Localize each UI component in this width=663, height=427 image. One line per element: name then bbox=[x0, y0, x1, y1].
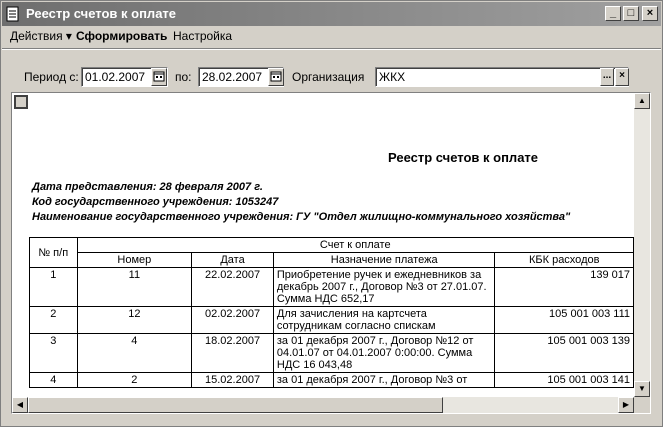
header-group: Счет к оплате bbox=[77, 238, 634, 253]
calendar-icon bbox=[152, 69, 166, 83]
cell-date: 02.02.2007 bbox=[192, 307, 274, 334]
header-date: Дата bbox=[192, 253, 274, 268]
title-bar[interactable] bbox=[2, 2, 661, 26]
cell-kbk: 105 001 003 111 bbox=[495, 307, 634, 334]
organization-clear-button[interactable]: × bbox=[615, 68, 629, 86]
table-row[interactable] bbox=[30, 373, 634, 388]
horizontal-scrollbar[interactable] bbox=[12, 397, 634, 413]
organization-label: Организация bbox=[292, 70, 365, 84]
cell-kbk: 105 001 003 141 bbox=[495, 373, 634, 388]
report-title: Реестр счетов к оплате bbox=[388, 150, 539, 165]
cell-date: 22.02.2007 bbox=[192, 268, 274, 307]
period-to-value: 28.02.2007 bbox=[202, 70, 263, 84]
table-row[interactable] bbox=[30, 307, 634, 334]
cell-n: 1 bbox=[30, 268, 78, 307]
scroll-up-button[interactable]: ▲ bbox=[634, 93, 650, 109]
cell-purpose bbox=[273, 268, 495, 307]
purpose-line: Для зачисления на картсчета bbox=[276, 308, 427, 320]
report-content bbox=[12, 93, 634, 397]
cell-number: 2 bbox=[77, 373, 192, 388]
vertical-scrollbar[interactable] bbox=[634, 93, 650, 397]
invoice-table bbox=[29, 237, 634, 388]
cell-number: 12 bbox=[77, 307, 192, 334]
cell-number: 11 bbox=[77, 268, 192, 307]
table-row[interactable] bbox=[30, 334, 634, 373]
document-icon bbox=[6, 6, 20, 22]
scroll-right-button[interactable]: ▶ bbox=[618, 397, 634, 413]
cell-kbk: 105 001 003 139 bbox=[495, 334, 634, 373]
cell-n: 4 bbox=[30, 373, 78, 388]
close-button[interactable]: × bbox=[642, 6, 658, 21]
header-number: Номер bbox=[77, 253, 192, 268]
horizontal-scroll-thumb[interactable] bbox=[28, 397, 443, 413]
scroll-down-button[interactable]: ▼ bbox=[634, 381, 650, 397]
report-name-line: Наименование государственного учреждения: ГУ "Отдел жилищно-коммунального хозяйства" bbox=[32, 211, 571, 223]
menu-actions-label: Действия bbox=[10, 29, 63, 43]
minimize-button[interactable]: _ bbox=[605, 6, 621, 21]
purpose-line: Приобретение ручек и ежедневников за bbox=[276, 269, 482, 281]
cell-purpose bbox=[273, 373, 495, 388]
period-from-label: Период с: bbox=[24, 70, 79, 84]
scroll-corner bbox=[634, 397, 650, 413]
menu-bar bbox=[2, 26, 661, 48]
cell-purpose bbox=[273, 334, 495, 373]
purpose-line: 04.01.07 от 04.01.2007 0:00:00. Сумма bbox=[276, 347, 473, 359]
organization-select-button[interactable]: ... bbox=[600, 68, 614, 86]
purpose-line: сотрудникам согласно спискам bbox=[276, 320, 436, 332]
cell-purpose bbox=[273, 307, 495, 334]
window-title: Реестр счетов к оплате bbox=[26, 6, 177, 21]
purpose-line: Сумма НДС 652,17 bbox=[276, 293, 375, 305]
header-purpose: Назначение платежа bbox=[273, 253, 495, 268]
calendar-icon bbox=[269, 69, 283, 83]
purpose-line: за 01 декабря 2007 г., Договор №12 от bbox=[276, 335, 474, 347]
period-from-value: 01.02.2007 bbox=[85, 70, 146, 84]
calendar-to-button[interactable] bbox=[268, 68, 284, 86]
form-button[interactable]: Сформировать bbox=[76, 29, 168, 43]
scroll-left-button[interactable]: ◀ bbox=[12, 397, 28, 413]
purpose-line: за 01 декабря 2007 г., Договор №3 от bbox=[276, 374, 468, 386]
menu-actions[interactable] bbox=[10, 29, 72, 43]
organization-field[interactable] bbox=[375, 67, 629, 87]
purpose-line: НДС 16 043,48 bbox=[276, 359, 353, 371]
organization-value: ЖКХ bbox=[379, 70, 406, 84]
cell-date: 18.02.2007 bbox=[192, 334, 274, 373]
table-row[interactable] bbox=[30, 268, 634, 307]
cell-kbk: 139 017 bbox=[495, 268, 634, 307]
filter-panel bbox=[2, 50, 661, 92]
header-num: № п/п bbox=[30, 238, 78, 268]
report-code-line: Код государственного учреждения: 1053247 bbox=[32, 196, 279, 208]
cell-date: 15.02.2007 bbox=[192, 373, 274, 388]
settings-button[interactable]: Настройка bbox=[173, 29, 233, 43]
chevron-down-icon: ▾ bbox=[65, 29, 72, 43]
report-date-line: Дата представления: 28 февраля 2007 г. bbox=[32, 181, 263, 193]
cell-n: 3 bbox=[30, 334, 78, 373]
report-area[interactable] bbox=[11, 92, 651, 414]
header-kbk: КБК расходов bbox=[495, 253, 634, 268]
purpose-line: декабрь 2007 г., Договор №3 от 27.01.07. bbox=[276, 281, 487, 293]
period-to-label: по: bbox=[175, 70, 192, 84]
report-marker bbox=[14, 95, 28, 109]
cell-n: 2 bbox=[30, 307, 78, 334]
calendar-from-button[interactable] bbox=[151, 68, 167, 86]
cell-number: 4 bbox=[77, 334, 192, 373]
maximize-button[interactable]: □ bbox=[623, 6, 639, 21]
